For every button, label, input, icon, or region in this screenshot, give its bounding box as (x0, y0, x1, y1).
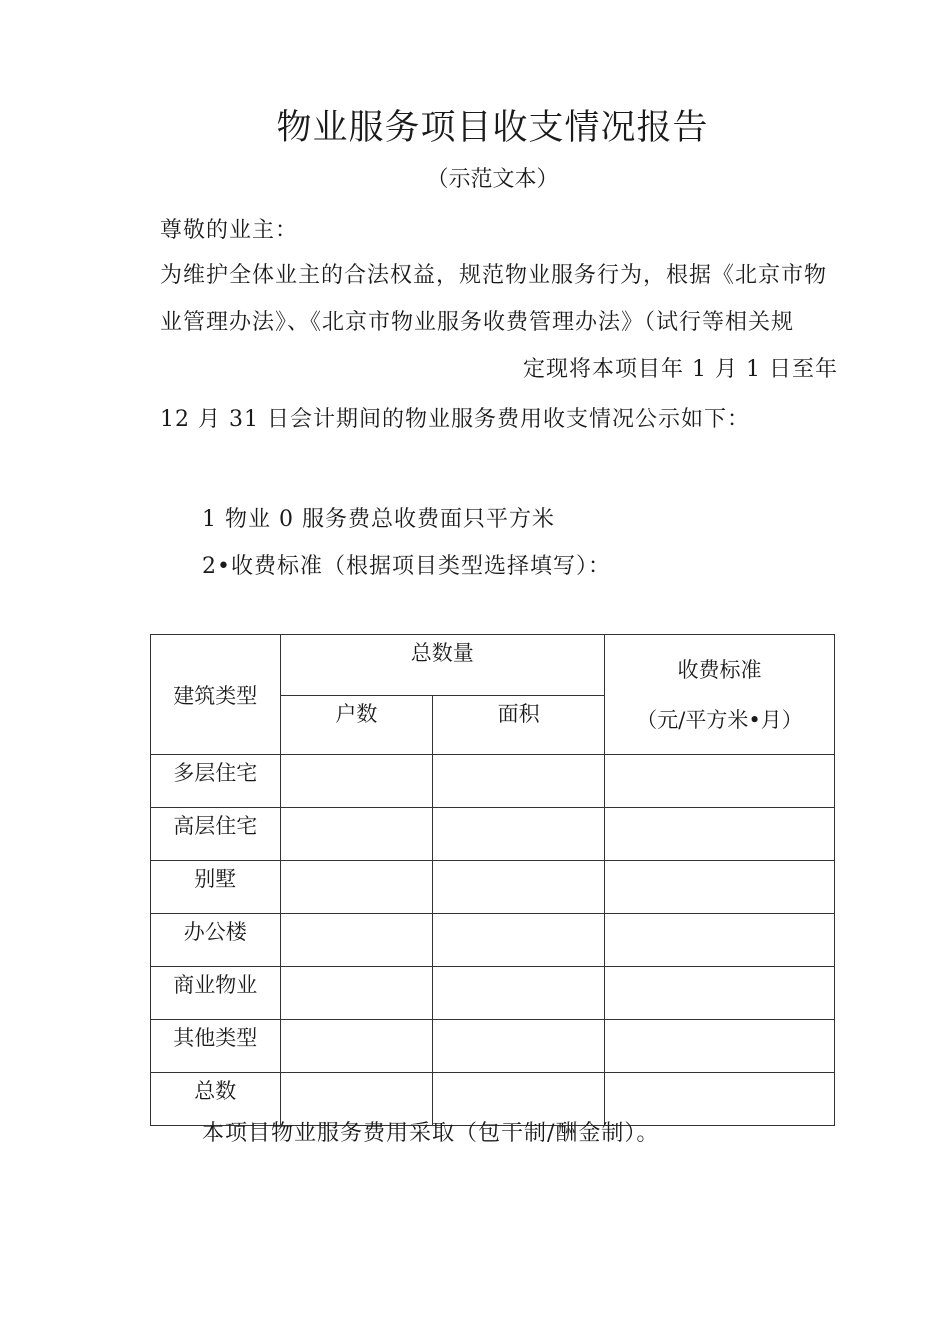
row-households-cell (280, 861, 433, 914)
table-row (151, 808, 835, 861)
row-standard-cell (604, 967, 834, 1020)
header-households: 户数 (280, 696, 433, 755)
document-subtitle: （示范文本） (426, 167, 559, 192)
table-row (151, 1020, 835, 1073)
header-area: 面积 (433, 696, 605, 755)
row-households-cell (280, 967, 433, 1020)
row-standard-cell (604, 755, 834, 808)
row-type: 办公楼 (151, 914, 281, 967)
row-area-cell (433, 1020, 605, 1073)
table-row (151, 755, 835, 808)
row-type: 高层住宅 (151, 808, 281, 861)
row-area-cell (433, 861, 605, 914)
paragraph-line-1: 为维护全体业主的合法权益，规范物业服务行为，根据《北京市物 (160, 263, 828, 288)
table-row (151, 861, 835, 914)
footer-note: 本项目物业服务费用采取（包干制/酬金制）。 (202, 1121, 660, 1146)
row-standard-cell (604, 914, 834, 967)
document-title: 物业服务项目收支情况报告 (276, 108, 709, 148)
table-row (151, 914, 835, 967)
header-total-quantity: 总数量 (280, 635, 604, 696)
row-standard-cell (604, 861, 834, 914)
row-standard-cell (604, 808, 834, 861)
header-fee-standard (604, 635, 834, 755)
header-fee-standard-line1: 收费标准 (677, 657, 762, 682)
row-households-cell (280, 755, 433, 808)
row-area-cell (433, 755, 605, 808)
row-area-cell (433, 914, 605, 967)
row-households-cell (280, 808, 433, 861)
item-1: 1 物业 0 服务费总收费面只平方米 (202, 507, 555, 532)
row-type: 别墅 (151, 861, 281, 914)
row-type: 总数 (151, 1073, 281, 1126)
fee-standard-table (150, 634, 835, 1126)
row-standard-cell (604, 1020, 834, 1073)
header-building-type: 建筑类型 (151, 635, 281, 755)
row-households-cell (280, 1020, 433, 1073)
paragraph-line-4: 12 月 31 日会计期间的物业服务费用收支情况公示如下： (160, 407, 750, 432)
table-row (151, 967, 835, 1020)
salutation: 尊敬的业主： (160, 218, 299, 243)
row-type: 其他类型 (151, 1020, 281, 1073)
row-type: 多层住宅 (151, 755, 281, 808)
header-fee-standard-line2: （元/平方米•月） (636, 707, 803, 732)
row-area-cell (433, 808, 605, 861)
row-type: 商业物业 (151, 967, 281, 1020)
row-area-cell (433, 967, 605, 1020)
item-2: 2•收费标准（根据项目类型选择填写）： (202, 554, 611, 579)
paragraph-line-2: 业管理办法》、《北京市物业服务收费管理办法》（试行等相关规 (160, 310, 795, 335)
paragraph-line-3: 定现将本项目年 1 月 1 日至年 (523, 357, 838, 382)
row-households-cell (280, 914, 433, 967)
